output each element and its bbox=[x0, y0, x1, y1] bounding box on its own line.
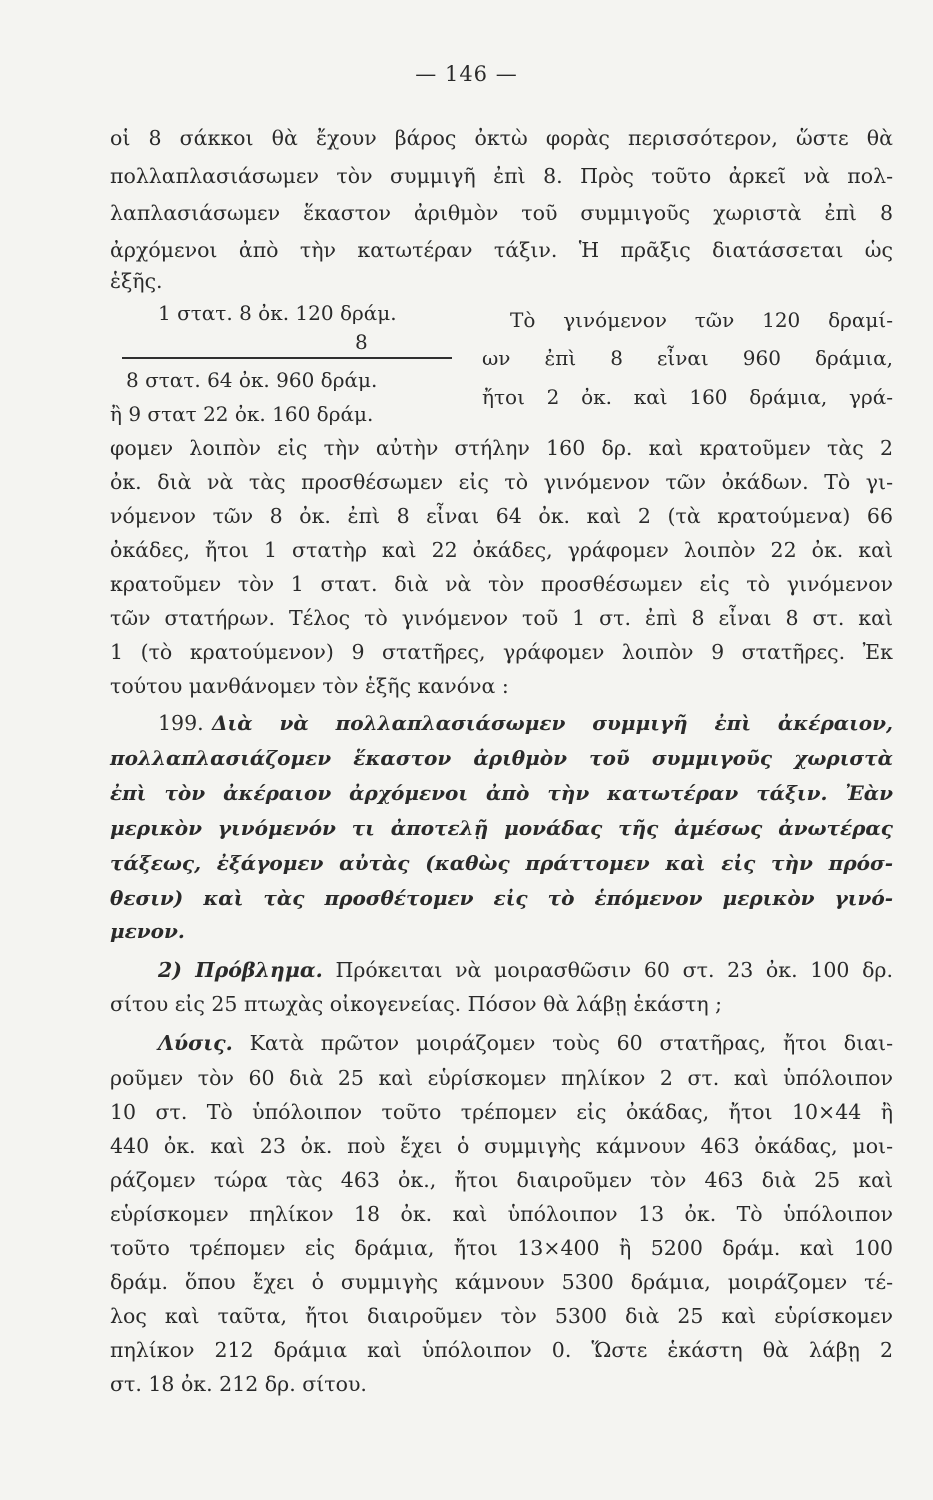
text-line: ἀρχόμενοι ἀπὸ τὴν κατωτέραν τάξιν. Ἡ πρᾶξις διατάσσεται ὡς bbox=[110, 238, 893, 262]
solution-line: 10 στ. Τὸ ὑπόλοιπον τοῦτο τρέπομεν εἰς ὀκάδας, ἤτοι 10×44 ἢ bbox=[110, 1100, 893, 1124]
solution-line: στ. 18 ὀκ. 212 δρ. σίτου. bbox=[110, 1372, 367, 1396]
solution-line: λος καὶ ταῦτα, ἤτοι διαιροῦμεν τὸν 5300 διὰ 25 καὶ εὑρίσκομεν bbox=[110, 1304, 893, 1328]
problem-line: σίτου εἰς 25 πτωχὰς οἰκογενείας. Πόσον θὰ λάβῃ ἑκάστη ; bbox=[110, 992, 723, 1016]
page-number: — 146 — bbox=[415, 62, 518, 86]
text-line: φομεν λοιπὸν εἰς τὴν αὐτὴν στήλην 160 δρ. καὶ κρατοῦμεν τὰς 2 bbox=[110, 436, 893, 460]
solution-line bbox=[158, 1033, 893, 1054]
text-line: λαπλασιάσωμεν ἕκαστον ἀριθμὸν τοῦ συμμιγοῦς χωριστὰ ἐπὶ 8 bbox=[110, 201, 893, 225]
side-line: ων ἐπὶ 8 εἶναι 960 δράμια, bbox=[482, 346, 893, 370]
rule-line: τάξεως, ἐξάγομεν αὐτὰς (καθὼς πράττομεν καὶ εἰς τὴν πρόσ- bbox=[110, 851, 893, 875]
side-line: ἤτοι 2 ὀκ. καὶ 160 δράμια, γρά- bbox=[482, 385, 893, 409]
solution-line: δράμ. ὅπου ἔχει ὁ συμμιγὴς κάμνουν 5300 δράμια, μοιράζομεν τέ- bbox=[110, 1270, 893, 1294]
rule-line: θεσιν) καὶ τὰς προσθέτομεν εἰς τὸ ἑπόμενον μερικὸν γινό- bbox=[110, 886, 893, 910]
rule-line: μερικὸν γινόμενόν τι ἀποτελῇ μονάδας τῆς ἀμέσως ἀνωτέρας bbox=[110, 816, 893, 840]
problem-line bbox=[158, 960, 893, 981]
text-line: 1 (τὸ κρατούμενον) 9 στατῆρες, γράφομεν λοιπὸν 9 στατῆρες. Ἐκ bbox=[110, 640, 893, 664]
text-line: οἱ 8 σάκκοι θὰ ἔχουν βάρος ὀκτὼ φορὰς περισσότερον, ὥστε θὰ bbox=[110, 126, 893, 150]
rule-line: μενον. bbox=[110, 919, 185, 943]
rule-number: 199. bbox=[158, 711, 204, 735]
text-line: ἑξῆς. bbox=[110, 269, 163, 293]
solution-line: ράζομεν τώρα τὰς 463 ὀκ., ἤτοι διαιροῦμεν τὸν 463 διὰ 25 καὶ bbox=[110, 1168, 893, 1192]
problem-text: Πρόκειται νὰ μοιρασθῶσιν 60 στ. 23 ὀκ. 100 δρ. bbox=[335, 958, 893, 982]
calc-rule bbox=[122, 357, 452, 359]
calc-line-2: 8 στατ. 64 ὀκ. 960 δράμ. bbox=[126, 368, 378, 392]
solution-label: Λύσις. bbox=[158, 1031, 233, 1055]
text-line: ὀκάδες, ἤτοι 1 στατὴρ καὶ 22 ὀκάδες, γράφομεν λοιπὸν 22 ὀκ. καὶ bbox=[110, 538, 893, 562]
solution-line: πηλίκον 212 δράμια καὶ ὑπόλοιπον 0. Ὥστε ἑκάστη θὰ λάβῃ 2 bbox=[110, 1338, 893, 1362]
rule-line: πολλαπλασιάζομεν ἕκαστον ἀριθμὸν τοῦ συμμιγοῦς χωριστὰ bbox=[110, 746, 893, 770]
side-line: Τὸ γινόμενον τῶν 120 δραμί- bbox=[510, 308, 893, 332]
solution-line: 440 ὀκ. καὶ 23 ὀκ. ποὺ ἔχει ὁ συμμιγὴς κάμνουν 463 ὀκάδας, μοι- bbox=[110, 1134, 893, 1158]
rule-line: ἐπὶ τὸν ἀκέραιον ἀρχόμενοι ἀπὸ τὴν κατωτέραν τάξιν. Ἐὰν bbox=[110, 781, 893, 805]
solution-line: τοῦτο τρέπομεν εἰς δράμια, ἤτοι 13×400 ἢ 5200 δράμ. καὶ 100 bbox=[110, 1236, 893, 1260]
text-line: πολλαπλασιάσωμεν τὸν συμμιγῆ ἐπὶ 8. Πρὸς τοῦτο ἀρκεῖ νὰ πολ- bbox=[110, 164, 893, 188]
text-line: τούτου μανθάνομεν τὸν ἑξῆς κανόνα : bbox=[110, 674, 509, 698]
solution-line: ροῦμεν τὸν 60 διὰ 25 καὶ εὑρίσκομεν πηλίκον 2 στ. καὶ ὑπόλοιπον bbox=[110, 1066, 893, 1090]
text-line: ὀκ. διὰ νὰ τὰς προσθέσωμεν εἰς τὸ γινόμενον τῶν ὀκάδων. Τὸ γι- bbox=[110, 470, 893, 494]
solution-text: Κατὰ πρῶτον μοιράζομεν τοὺς 60 στατῆρας, ἤτοι διαι- bbox=[249, 1031, 893, 1055]
solution-line: εὑρίσκομεν πηλίκον 18 ὀκ. καὶ ὑπόλοιπον 13 ὀκ. Τὸ ὑπόλοιπον bbox=[110, 1202, 893, 1226]
calc-line-3: ἢ 9 στατ 22 ὀκ. 160 δράμ. bbox=[110, 402, 374, 426]
rule-line: Διὰ νὰ πολλαπλασιάσωμεν συμμιγῆ ἐπὶ ἀκέραιον, bbox=[212, 711, 893, 735]
text-line: κρατοῦμεν τὸν 1 στατ. διὰ νὰ τὸν προσθέσωμεν εἰς τὸ γινόμενον bbox=[110, 572, 893, 596]
text-line: νόμενον τῶν 8 ὀκ. ἐπὶ 8 εἶναι 64 ὀκ. καὶ 2 (τὰ κρατούμενα) 66 bbox=[110, 504, 893, 528]
problem-label: 2) Πρόβλημα. bbox=[158, 958, 323, 982]
calc-multiplier: 8 bbox=[355, 330, 368, 354]
text-line: τῶν στατήρων. Τέλος τὸ γινόμενον τοῦ 1 στ. ἐπὶ 8 εἶναι 8 στ. καὶ bbox=[110, 606, 893, 630]
calc-line-1: 1 στατ. 8 ὀκ. 120 δράμ. bbox=[158, 301, 397, 325]
